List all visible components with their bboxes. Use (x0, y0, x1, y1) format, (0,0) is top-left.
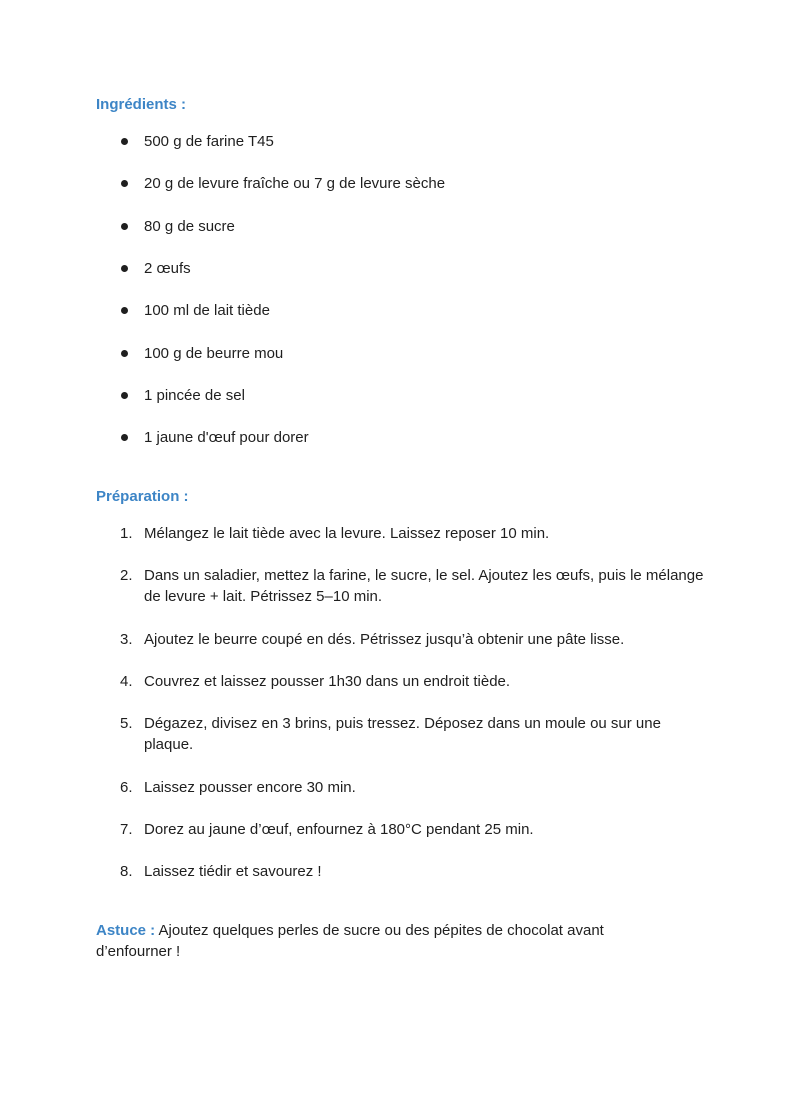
ingredient-text: 1 jaune d'œuf pour dorer (144, 429, 309, 446)
bullet-icon (121, 265, 128, 272)
step-text: Mélangez le lait tiède avec la levure. Laissez reposer 10 min. (144, 525, 550, 542)
ingredient-text: 20 g de levure fraîche ou 7 g de levure sèche (144, 175, 446, 192)
ingredients-heading: Ingrédients : (96, 96, 187, 113)
tip-label: Astuce : (96, 922, 156, 939)
bullet-icon (121, 223, 128, 230)
step-text: Laissez tiédir et savourez ! (144, 863, 322, 880)
step-text: Couvrez et laissez pousser 1h30 dans un endroit tiède. (144, 673, 511, 690)
ingredient-text: 2 œufs (144, 260, 191, 277)
bullet-icon (121, 180, 128, 187)
bullet-icon (121, 138, 128, 145)
ingredient-text: 80 g de sucre (144, 218, 235, 235)
step-number: 5. (120, 715, 133, 732)
step-number: 8. (120, 863, 133, 880)
preparation-heading: Préparation : (96, 488, 189, 505)
bullet-icon (121, 307, 128, 314)
step-number: 1. (120, 525, 133, 542)
step-text: Dorez au jaune d’œuf, enfournez à 180°C pendant 25 min. (144, 821, 534, 838)
step-number: 6. (120, 779, 133, 796)
bullet-icon (121, 434, 128, 441)
step-text: Dans un saladier, mettez la farine, le sucre, le sel. Ajoutez les œufs, puis le mélange de levure + lait. Pétrissez 5–10 min. (144, 567, 704, 605)
ingredient-text: 500 g de farine T45 (144, 133, 274, 150)
step-text: Laissez pousser encore 30 min. (144, 779, 356, 796)
bullet-icon (121, 392, 128, 399)
step-number: 4. (120, 673, 133, 690)
step-number: 7. (120, 821, 133, 838)
ingredient-text: 100 g de beurre mou (144, 345, 284, 362)
bullet-icon (121, 350, 128, 357)
ingredient-text: 100 ml de lait tiède (144, 302, 270, 319)
tip-paragraph (96, 920, 656, 962)
tip-text: Ajoutez quelques perles de sucre ou des pépites de chocolat avant d’enfourner ! (96, 922, 604, 960)
step-text: Ajoutez le beurre coupé en dés. Pétrissez jusqu’à obtenir une pâte lisse. (144, 631, 625, 648)
ingredient-text: 1 pincée de sel (144, 387, 245, 404)
step-number: 3. (120, 631, 133, 648)
step-text: Dégazez, divisez en 3 brins, puis tressez. Déposez dans un moule ou sur une plaque. (144, 715, 661, 753)
step-number: 2. (120, 567, 133, 584)
